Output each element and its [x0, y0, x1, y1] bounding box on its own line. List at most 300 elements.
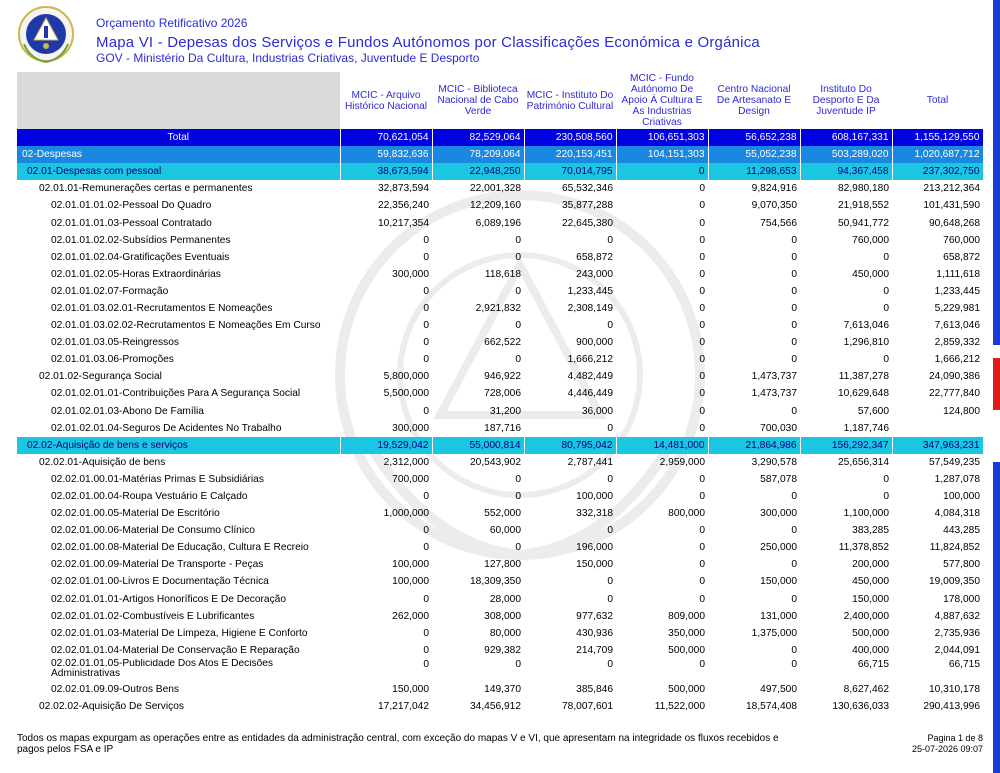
row-value: 12,209,160	[470, 200, 521, 212]
row-value: 1,287,078	[934, 473, 980, 485]
row-value: 2,959,000	[659, 456, 705, 468]
row-value: 290,413,996	[923, 701, 980, 713]
row-value: 0	[699, 658, 705, 670]
row-value: 552,000	[484, 508, 521, 520]
row-value: 0	[423, 491, 429, 503]
row-label: 02.02.01.01.05-Publicidade Dos Atos E Decisões Administrativas	[51, 658, 274, 679]
row-value: 82,980,180	[838, 183, 889, 195]
row-label: 02.02.01.01.02-Combustíveis E Lubrificantes	[51, 610, 255, 622]
row-value: 0	[423, 302, 429, 314]
table-row	[17, 681, 983, 698]
row-value: 0	[515, 320, 521, 332]
page-number: Pagina 1 de 8	[927, 733, 983, 743]
row-value: 946,922	[484, 371, 521, 383]
row-value: 220,153,451	[524, 146, 616, 163]
row-value: 57,549,235	[929, 456, 980, 468]
row-value: 70,014,795	[524, 163, 616, 180]
table-row	[17, 317, 983, 334]
row-value: 0	[791, 525, 797, 537]
row-value: 0	[616, 163, 708, 180]
row-value: 0	[423, 320, 429, 332]
row-value: 131,000	[760, 610, 797, 622]
row-value: 0	[515, 491, 521, 503]
row-value: 100,000	[943, 491, 980, 503]
row-value: 17,217,042	[378, 701, 429, 713]
row-value: 0	[423, 285, 429, 297]
row-value: 0	[699, 473, 705, 485]
row-value: 2,400,000	[843, 610, 889, 622]
row-value: 300,000	[760, 508, 797, 520]
row-value: 0	[515, 285, 521, 297]
row-value: 65,532,346	[562, 183, 613, 195]
row-value: 4,482,449	[567, 371, 613, 383]
row-value: 34,456,912	[470, 701, 521, 713]
row-value: 10,310,178	[929, 683, 980, 695]
row-value: 0	[699, 525, 705, 537]
row-value: 2,787,441	[567, 456, 613, 468]
row-value: 0	[791, 251, 797, 263]
row-label: 02.01.01.03.06-Promoções	[51, 354, 174, 366]
row-value: 8,627,462	[843, 683, 889, 695]
table-row	[17, 403, 983, 420]
row-value: 2,312,000	[383, 456, 429, 468]
table-row	[17, 437, 983, 454]
row-value: 4,446,449	[567, 388, 613, 400]
row-label: 02.02.01.00.09-Material De Transporte - Peças	[51, 559, 264, 571]
row-value: 118,618	[484, 268, 521, 280]
row-value: 0	[423, 658, 429, 670]
row-value: 1,187,746	[843, 422, 889, 434]
row-value: 55,052,238	[708, 146, 800, 163]
table-row	[17, 146, 983, 163]
row-value: 150,000	[760, 576, 797, 588]
row-value: 4,084,318	[934, 508, 980, 520]
side-bar-red	[993, 358, 1000, 410]
row-value: 59,832,636	[340, 146, 432, 163]
row-label: 02.01.02.01.03-Abono De Família	[51, 405, 204, 417]
row-value: 178,000	[943, 593, 980, 605]
row-value: 587,078	[760, 473, 797, 485]
row-value: 243,000	[576, 268, 613, 280]
row-value: 450,000	[852, 268, 889, 280]
row-label: 02-Despesas	[17, 146, 340, 163]
row-value: 800,000	[668, 508, 705, 520]
report-title: Mapa VI - Depesas dos Serviços e Fundos Autónomos por Classificações Económica e Orgánica	[96, 34, 760, 51]
expenditure-table	[17, 72, 984, 715]
row-value: 0	[423, 593, 429, 605]
row-value: 94,367,458	[800, 163, 892, 180]
row-value: 0	[423, 542, 429, 554]
row-value: 2,921,832	[475, 302, 521, 314]
row-value: 7,613,046	[934, 320, 980, 332]
row-value: 658,872	[576, 251, 613, 263]
report-subtitle: Orçamento Retificativo 2026	[96, 16, 248, 30]
row-value: 0	[699, 302, 705, 314]
row-value: 24,090,386	[929, 371, 980, 383]
row-value: 1,155,129,550	[892, 129, 983, 146]
row-label: 02.02.01-Aquisição de bens	[39, 456, 166, 468]
row-value: 187,716	[484, 422, 521, 434]
row-value: 0	[515, 658, 521, 670]
row-value: 308,000	[484, 610, 521, 622]
row-value: 262,000	[392, 610, 429, 622]
row-value: 500,000	[668, 683, 705, 695]
footer-page-info	[912, 733, 983, 755]
row-label: 02.02.01.01.04-Material De Conservação E Reparação	[51, 644, 300, 656]
row-value: 0	[699, 422, 705, 434]
row-value: 0	[699, 251, 705, 263]
row-value: 0	[423, 251, 429, 263]
row-value: 0	[515, 542, 521, 554]
row-label: 02.01.01.02.05-Horas Extraordinárias	[51, 268, 221, 280]
row-value: 0	[699, 268, 705, 280]
row-value: 5,800,000	[383, 371, 429, 383]
row-value: 500,000	[852, 627, 889, 639]
row-value: 658,872	[943, 251, 980, 263]
column-header: MCIC - Biblioteca Nacional de Cabo Verde	[432, 72, 524, 129]
row-value: 500,000	[668, 644, 705, 656]
row-value: 100,000	[576, 491, 613, 503]
row-value: 4,887,632	[934, 610, 980, 622]
row-label: 02.02.01.00.08-Material De Educação, Cultura E Recreio	[51, 542, 309, 554]
row-value: 5,500,000	[383, 388, 429, 400]
row-value: 0	[791, 644, 797, 656]
row-value: 19,529,042	[340, 437, 432, 454]
row-value: 11,824,852	[929, 542, 980, 554]
row-value: 0	[607, 234, 613, 246]
row-value: 1,473,737	[751, 388, 797, 400]
side-bar-blue-top	[993, 0, 1000, 345]
row-value: 0	[699, 285, 705, 297]
row-value: 0	[699, 576, 705, 588]
row-value: 200,000	[852, 559, 889, 571]
row-value: 0	[791, 234, 797, 246]
table-row	[17, 351, 983, 368]
row-value: 0	[883, 473, 889, 485]
row-value: 0	[607, 593, 613, 605]
header-blank-cell	[17, 72, 340, 129]
row-value: 400,000	[852, 644, 889, 656]
row-value: 0	[791, 491, 797, 503]
row-value: 0	[883, 302, 889, 314]
row-value: 503,289,020	[800, 146, 892, 163]
row-value: 57,600	[857, 405, 889, 417]
row-value: 0	[791, 302, 797, 314]
table-body	[17, 129, 983, 715]
row-value: 32,873,594	[378, 183, 429, 195]
row-value: 1,000,000	[383, 508, 429, 520]
row-value: 56,652,238	[708, 129, 800, 146]
row-value: 0	[791, 593, 797, 605]
row-value: 66,715	[948, 658, 980, 670]
row-label: 02.02-Aquisição de bens e serviços	[17, 437, 340, 454]
row-value: 0	[791, 405, 797, 417]
row-value: 1,111,618	[936, 268, 980, 280]
row-value: 977,632	[576, 610, 613, 622]
row-value: 28,000	[489, 593, 521, 605]
row-value: 577,800	[943, 559, 980, 571]
row-value: 1,233,445	[567, 285, 613, 297]
row-value	[892, 420, 983, 437]
row-value: 0	[607, 473, 613, 485]
row-value: 0	[699, 183, 705, 195]
row-value: 50,941,772	[838, 217, 889, 229]
row-value: 0	[883, 491, 889, 503]
row-value: 80,000	[489, 627, 521, 639]
row-value: 100,000	[392, 559, 429, 571]
table-row	[17, 385, 983, 402]
row-label: 02.01.01.01.02-Pessoal Do Quadro	[51, 200, 212, 212]
table-row	[17, 232, 983, 249]
column-header: MCIC - Fundo Autónomo De Apoio Á Cultura E As Industrias Criativas	[616, 72, 708, 129]
table-row	[17, 129, 983, 146]
row-value: 11,522,000	[654, 701, 705, 713]
row-value: 0	[699, 388, 705, 400]
column-header: Total	[892, 72, 983, 129]
row-label: 02.01.01.02.07-Formação	[51, 285, 169, 297]
row-value: 9,070,350	[751, 200, 797, 212]
row-value: 22,356,240	[378, 200, 429, 212]
ministry-name: GOV - Ministério Da Cultura, Industrias Criativas, Juventude E Desporto	[96, 51, 480, 65]
table-row	[17, 659, 983, 681]
row-label: 02.01.02.01.04-Seguros De Acidentes No Trabalho	[51, 422, 282, 434]
row-value: 300,000	[392, 422, 429, 434]
row-value: 0	[423, 354, 429, 366]
row-value: 18,574,408	[746, 701, 797, 713]
table-row	[17, 573, 983, 590]
row-value: 0	[883, 285, 889, 297]
row-label: 02.02.02-Aquisição De Serviços	[39, 701, 184, 713]
row-value: 383,285	[852, 525, 889, 537]
column-header: Instituto Do Desporto E Da Juventude IP	[800, 72, 892, 129]
side-bar-blue-bottom	[993, 462, 1000, 773]
row-value: 1,473,737	[751, 371, 797, 383]
row-value: 760,000	[852, 234, 889, 246]
row-value: 350,000	[668, 627, 705, 639]
column-header-row	[17, 72, 983, 129]
table-row	[17, 283, 983, 300]
table-row	[17, 591, 983, 608]
row-value: 700,030	[760, 422, 797, 434]
row-value: 9,824,916	[751, 183, 797, 195]
row-label: 02.02.01.01.00-Livros E Documentação Técnica	[51, 576, 269, 588]
table-row	[17, 214, 983, 231]
row-value: 25,656,314	[838, 456, 889, 468]
row-value: 104,151,303	[616, 146, 708, 163]
row-value: 10,217,354	[378, 217, 429, 229]
row-label: 02.02.01.00.04-Roupa Vestuário E Calçado	[51, 491, 248, 503]
row-value: 1,233,445	[934, 285, 980, 297]
row-value: 31,200	[489, 405, 521, 417]
row-label: 02.01.02.01.01-Contribuições Para A Segurança Social	[51, 388, 301, 400]
row-value: 11,387,278	[838, 371, 889, 383]
row-value: 0	[515, 251, 521, 263]
table-row	[17, 197, 983, 214]
row-value: 22,645,380	[562, 217, 613, 229]
row-value: 809,000	[668, 610, 705, 622]
row-value: 10,629,648	[838, 388, 889, 400]
row-value: 929,382	[484, 644, 521, 656]
row-value: 19,009,350	[929, 576, 980, 588]
row-value: 0	[883, 251, 889, 263]
row-value: 0	[423, 644, 429, 656]
table-row	[17, 249, 983, 266]
row-value: 230,508,560	[524, 129, 616, 146]
row-label: 02.01.01.03.02.01-Recrutamentos E Nomeações	[51, 302, 273, 314]
row-label: 02.01.02-Segurança Social	[39, 371, 162, 383]
row-value: 700,000	[392, 473, 429, 485]
row-value: 0	[791, 268, 797, 280]
row-label: 02.01.01.02.02-Subsídios Permanentes	[51, 234, 231, 246]
row-value: 149,370	[484, 683, 521, 695]
row-value: 70,621,054	[340, 129, 432, 146]
row-value: 662,522	[484, 337, 521, 349]
row-value: 78,007,601	[562, 701, 613, 713]
row-value: 127,800	[484, 559, 521, 571]
row-value: 0	[515, 354, 521, 366]
row-value: 130,636,033	[832, 701, 889, 713]
row-value: 90,648,268	[929, 217, 980, 229]
row-label: 02.02.01.00.05-Material De Escritório	[51, 508, 220, 520]
row-value: 2,044,091	[934, 644, 980, 656]
row-value: 22,777,840	[929, 388, 980, 400]
row-value: 0	[791, 354, 797, 366]
row-value: 1,100,000	[843, 508, 889, 520]
table-row	[17, 522, 983, 539]
row-value: 18,309,350	[470, 576, 521, 588]
row-value: 22,001,328	[470, 183, 521, 195]
row-value: 0	[515, 473, 521, 485]
row-label: Total	[17, 129, 340, 146]
row-value: 0	[791, 559, 797, 571]
row-value: 760,000	[943, 234, 980, 246]
row-value: 124,800	[943, 405, 980, 417]
row-value: 497,500	[760, 683, 797, 695]
row-value: 0	[699, 234, 705, 246]
row-value: 900,000	[576, 337, 613, 349]
table-row	[17, 334, 983, 351]
row-value: 608,167,331	[800, 129, 892, 146]
row-value: 0	[699, 337, 705, 349]
column-header: MCIC - Instituto Do Património Cultural	[524, 72, 616, 129]
row-value: 80,795,042	[524, 437, 616, 454]
row-value: 0	[607, 658, 613, 670]
row-value: 0	[423, 525, 429, 537]
table-row	[17, 608, 983, 625]
row-value: 0	[607, 576, 613, 588]
row-value: 0	[699, 593, 705, 605]
row-value: 20,543,902	[470, 456, 521, 468]
row-value: 0	[699, 320, 705, 332]
row-value: 2,308,149	[567, 302, 613, 314]
row-label: 02.02.01.00.01-Matérias Primas E Subsidiárias	[51, 473, 264, 485]
row-value: 14,481,000	[616, 437, 708, 454]
row-value: 0	[607, 320, 613, 332]
row-value: 0	[791, 285, 797, 297]
row-value: 101,431,590	[923, 200, 980, 212]
print-date: 25-07-2026 09:07	[911, 744, 983, 754]
row-value: 347,963,231	[892, 437, 983, 454]
row-value: 0	[423, 234, 429, 246]
table-row	[17, 180, 983, 197]
row-value: 0	[791, 658, 797, 670]
row-value: 21,864,986	[708, 437, 800, 454]
row-value: 0	[699, 200, 705, 212]
table-row	[17, 266, 983, 283]
table-row	[17, 488, 983, 505]
row-value: 55,000,814	[432, 437, 524, 454]
row-value: 300,000	[392, 268, 429, 280]
row-value: 385,846	[576, 683, 613, 695]
row-value: 450,000	[852, 576, 889, 588]
row-value: 38,673,594	[340, 163, 432, 180]
row-value: 250,000	[760, 542, 797, 554]
row-value: 22,948,250	[432, 163, 524, 180]
row-value: 82,529,064	[432, 129, 524, 146]
row-label: 02.02.01.09.09-Outros Bens	[51, 683, 179, 695]
row-value: 5,229,981	[934, 302, 980, 314]
row-value: 0	[699, 405, 705, 417]
footer-note: Todos os mapas expurgam as operações entre as entidades da administração central, com exceção do mapas V e VI, que apresentam na integridade os fluxos recebidos e pagos pelos FSA e IP	[17, 733, 779, 755]
column-header: MCIC - Arquivo Histórico Nacional	[340, 72, 432, 129]
row-value: 0	[791, 320, 797, 332]
coat-of-arms-emblem	[16, 4, 76, 64]
row-label: 02.02.01.01.03-Material De Limpeza, Higiene E Conforto	[51, 627, 308, 639]
row-value: 1,296,810	[843, 337, 889, 349]
table-row	[17, 642, 983, 659]
row-value: 78,209,064	[432, 146, 524, 163]
row-value: 6,089,196	[475, 217, 521, 229]
row-value: 2,859,332	[934, 337, 980, 349]
row-value: 150,000	[576, 559, 613, 571]
table-row	[17, 420, 983, 437]
table-row	[17, 368, 983, 385]
row-value: 150,000	[392, 683, 429, 695]
row-value: 1,666,212	[567, 354, 613, 366]
table-row	[17, 300, 983, 317]
row-value: 60,000	[489, 525, 521, 537]
row-value: 0	[607, 422, 613, 434]
table-row	[17, 471, 983, 488]
row-value: 2,735,936	[934, 627, 980, 639]
row-value: 21,918,552	[838, 200, 889, 212]
row-value: 150,000	[852, 593, 889, 605]
row-label: 02.02.01.01.01-Artigos Honoríficos E De Decoração	[51, 593, 287, 605]
row-value: 754,566	[760, 217, 797, 229]
row-value: 0	[423, 337, 429, 349]
table-row	[17, 539, 983, 556]
row-label: 02.01.01-Remunerações certas e permanentes	[39, 183, 253, 195]
row-value: 1,666,212	[934, 354, 980, 366]
row-value: 100,000	[392, 576, 429, 588]
table-row	[17, 454, 983, 471]
row-value: 1,020,687,712	[892, 146, 983, 163]
row-value: 106,651,303	[616, 129, 708, 146]
table-row	[17, 698, 983, 715]
table-row	[17, 163, 983, 180]
row-value: 0	[883, 354, 889, 366]
row-value: 0	[607, 525, 613, 537]
row-value: 214,709	[576, 644, 613, 656]
row-value: 0	[515, 234, 521, 246]
row-value: 213,212,364	[923, 183, 980, 195]
row-value: 0	[699, 354, 705, 366]
row-label: 02.02.01.00.06-Material De Consumo Clínico	[51, 525, 255, 537]
row-value: 0	[699, 371, 705, 383]
row-value: 237,302,750	[892, 163, 983, 180]
row-value: 35,877,288	[562, 200, 613, 212]
row-value: 0	[699, 217, 705, 229]
